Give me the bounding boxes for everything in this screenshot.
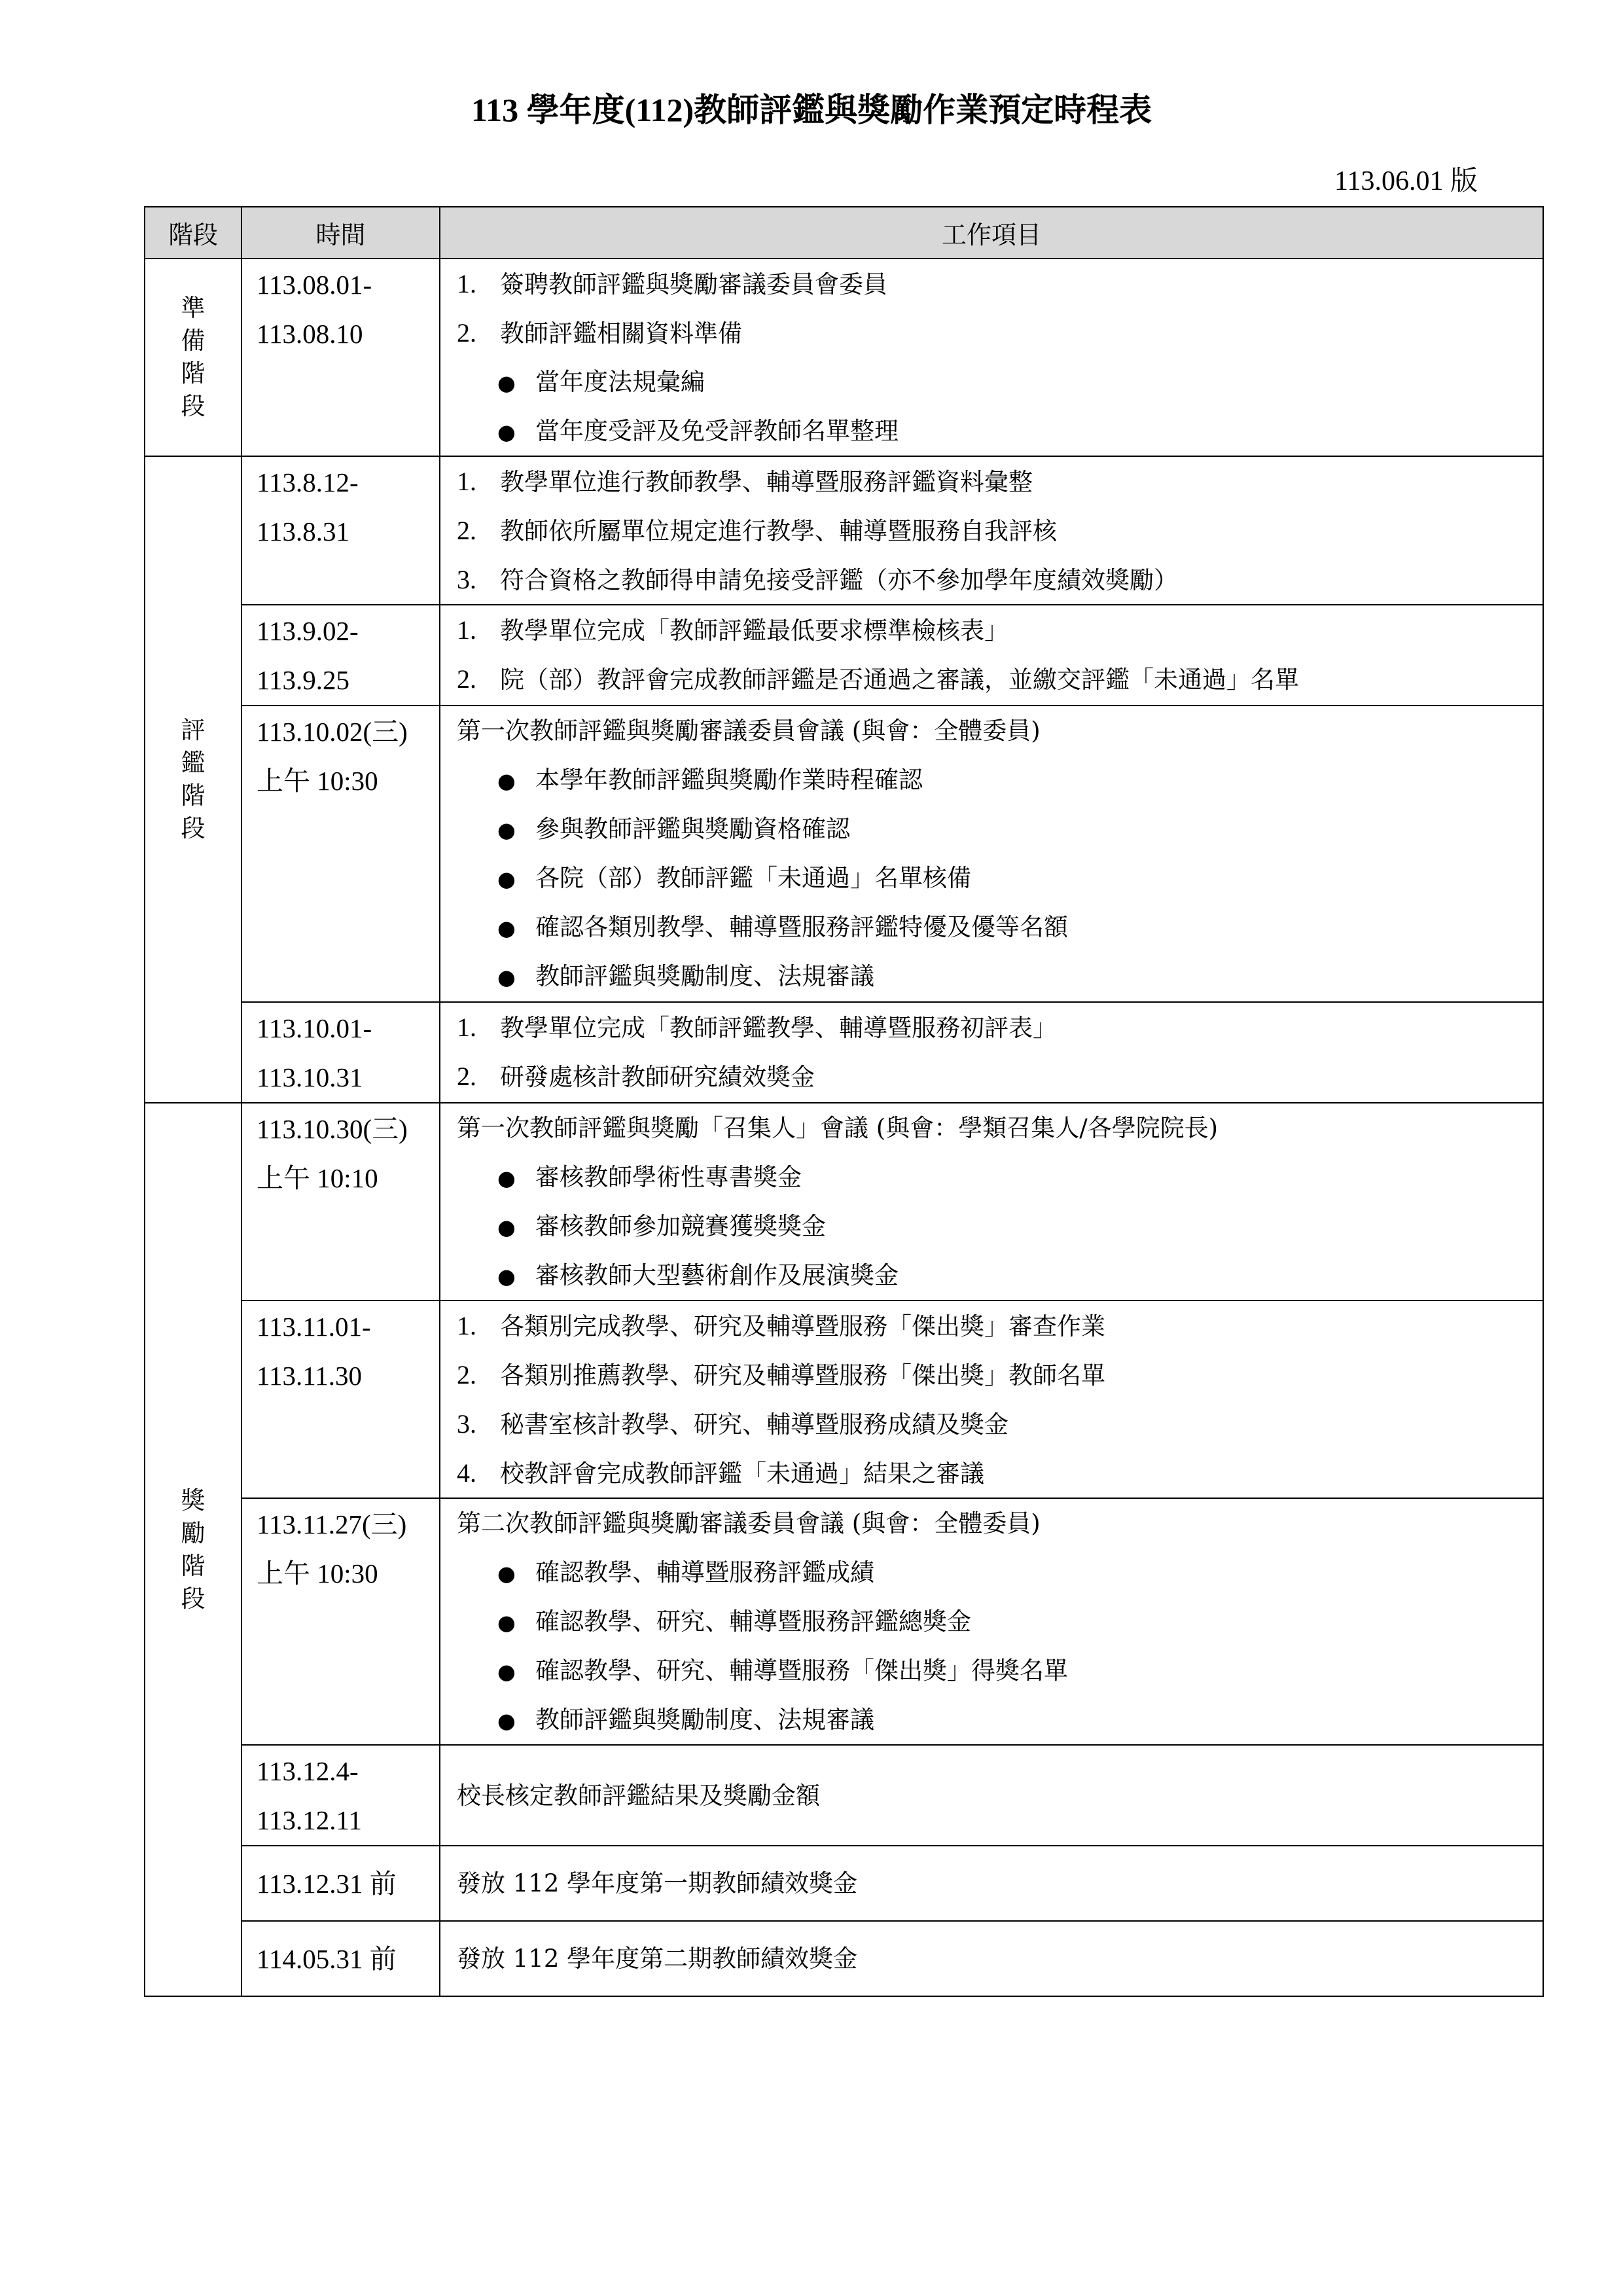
table-row [145, 1300, 1543, 1498]
numbered-item [457, 1301, 1543, 1350]
item-text: 教師評鑑相關資料準備 [500, 319, 742, 348]
time-text: 113.10.30(三) [257, 1114, 408, 1144]
bullet-icon: ● [497, 1610, 516, 1635]
stage-cell-award: 獎 勵 階 段 [145, 1103, 241, 1996]
version-label: 113.06.01 版 [1334, 166, 1478, 196]
item-text: 確認教學、研究、輔導暨服務「傑出獎」得獎名單 [535, 1657, 1068, 1685]
item-number: 2. [457, 664, 476, 694]
item-text: 確認教學、輔導暨服務評鑑成績 [535, 1558, 874, 1587]
item-text: 第二次教師評鑑與獎勵審議委員會議 (與會：全體委員) [457, 1509, 1041, 1537]
item-number: 2. [457, 516, 476, 545]
time-cell [241, 1002, 440, 1103]
item-text: 教師評鑑與獎勵制度、法規審議 [535, 1706, 874, 1734]
time-text: 113.08.01- [257, 270, 372, 300]
item-text: 教學單位完成「教師評鑑最低要求標準檢核表」 [500, 617, 1008, 645]
time-cell [241, 259, 440, 456]
time-text: 113.12.4- [257, 1756, 359, 1786]
time-text: 113.12.31 前 [257, 1869, 397, 1899]
item-number: 2. [457, 1360, 476, 1390]
item-text-line [457, 1103, 1543, 1153]
item-number: 2. [457, 1062, 476, 1091]
item-text: 第一次教師評鑑與獎勵審議委員會議 (與會：全體委員) [457, 717, 1041, 745]
bullet-item [457, 952, 1543, 1001]
bullet-icon: ● [497, 916, 516, 941]
item-text: 發放 112 學年度第一期教師績效獎金 [457, 1869, 858, 1897]
numbered-item [457, 506, 1543, 555]
table-row [145, 1846, 1543, 1921]
time-cell [241, 605, 440, 706]
time-text: 113.9.25 [257, 665, 349, 695]
item-text: 本學年教師評鑑與獎勵作業時程確認 [535, 766, 923, 794]
time-text: 113.11.30 [257, 1361, 362, 1391]
item-text: 秘書室核計教學、研究、輔導暨服務成績及獎金 [500, 1410, 1008, 1439]
bullet-icon: ● [497, 768, 516, 793]
bullet-icon: ● [497, 420, 516, 444]
bullet-item [457, 1153, 1543, 1202]
time-text: 113.11.01- [257, 1312, 371, 1342]
schedule-table [144, 206, 1544, 1997]
table-row [145, 1103, 1543, 1300]
item-text: 參與教師評鑑與獎勵資格確認 [535, 815, 850, 843]
item-text-line [457, 1859, 1543, 1908]
bullet-item [457, 1646, 1543, 1695]
time-text: 114.05.31 前 [257, 1944, 397, 1974]
item-text-line [457, 706, 1543, 755]
item-text: 各院（部）教師評鑑「未通過」名單核備 [535, 864, 971, 892]
table-row [145, 706, 1543, 1002]
numbered-item [457, 1052, 1543, 1101]
item-text: 當年度受評及免受評教師名單整理 [535, 417, 899, 445]
bullet-item [457, 903, 1543, 952]
work-items-cell [440, 456, 1543, 605]
work-items-cell [440, 1103, 1543, 1300]
item-number: 2. [457, 318, 476, 348]
time-cell [241, 1846, 440, 1921]
work-items-cell [440, 1002, 1543, 1103]
item-number: 4. [457, 1458, 476, 1488]
table-row [145, 456, 1543, 605]
time-text: 上午 10:30 [257, 1558, 378, 1588]
bullet-icon: ● [497, 1166, 516, 1191]
numbered-item [457, 457, 1543, 506]
item-number: 3. [457, 1409, 476, 1439]
numbered-item [457, 605, 1543, 655]
bullet-icon: ● [497, 817, 516, 842]
header-work-items: 工作項目 [440, 207, 1543, 259]
time-text: 113.8.31 [257, 516, 349, 547]
bullet-icon: ● [497, 867, 516, 891]
bullet-item [457, 1548, 1543, 1597]
work-items-cell [440, 706, 1543, 1002]
time-text: 上午 10:30 [257, 766, 378, 796]
bullet-item [457, 1695, 1543, 1744]
table-row [145, 259, 1543, 456]
item-text: 校長核定教師評鑑結果及獎勵金額 [457, 1781, 820, 1810]
work-items-cell [440, 259, 1543, 456]
item-text-line [457, 1771, 1543, 1820]
bullet-item [457, 406, 1543, 456]
table-row [145, 1002, 1543, 1103]
table-row [145, 1745, 1543, 1846]
time-cell [241, 1498, 440, 1745]
time-text: 上午 10:10 [257, 1163, 378, 1193]
item-number: 1. [457, 1013, 476, 1042]
item-text: 第一次教師評鑑與獎勵「召集人」會議 (與會：學類召集人/各學院院長) [457, 1114, 1219, 1142]
bullet-item [457, 755, 1543, 804]
item-text: 校教評會完成教師評鑑「未通過」結果之審議 [500, 1460, 984, 1488]
item-text: 發放 112 學年度第二期教師績效獎金 [457, 1945, 858, 1973]
time-text: 113.11.27(三) [257, 1509, 407, 1539]
item-text: 院（部）教評會完成教師評鑑是否通過之審議，並繳交評鑑「未通過」名單 [500, 666, 1299, 694]
time-text: 113.8.12- [257, 467, 359, 497]
bullet-icon: ● [497, 1708, 516, 1733]
bullet-icon: ● [497, 1264, 516, 1289]
time-cell [241, 1300, 440, 1498]
bullet-icon: ● [497, 965, 516, 990]
item-text-line [457, 1499, 1543, 1548]
numbered-item [457, 1350, 1543, 1399]
time-text: 113.10.01- [257, 1013, 372, 1043]
bullet-item [457, 357, 1543, 406]
work-items-cell [440, 1300, 1543, 1498]
bullet-icon: ● [497, 1215, 516, 1240]
item-text: 各類別推薦教學、研究及輔導暨服務「傑出獎」教師名單 [500, 1361, 1105, 1390]
time-cell [241, 456, 440, 605]
work-items-cell [440, 605, 1543, 706]
time-text: 113.12.11 [257, 1805, 362, 1835]
document-title: 113 學年度(112)教師評鑑與獎勵作業預定時程表 [471, 92, 1152, 128]
time-text: 113.10.31 [257, 1062, 363, 1092]
bullet-icon: ● [497, 1561, 516, 1586]
item-number: 1. [457, 1311, 476, 1340]
item-text: 審核教師學術性專書獎金 [535, 1163, 802, 1191]
table-header-row [145, 207, 1543, 259]
item-number: 1. [457, 467, 476, 496]
time-cell [241, 1921, 440, 1996]
work-items-cell [440, 1846, 1543, 1921]
numbered-item [457, 1448, 1543, 1498]
bullet-item [457, 804, 1543, 853]
bullet-icon: ● [497, 1659, 516, 1684]
item-text: 教學單位完成「教師評鑑教學、輔導暨服務初評表」 [500, 1014, 1057, 1042]
item-number: 1. [457, 269, 476, 298]
stage-cell-prep: 準 備 階 段 [145, 259, 241, 456]
numbered-item [457, 308, 1543, 357]
work-items-cell [440, 1745, 1543, 1846]
table-row [145, 1921, 1543, 1996]
numbered-item [457, 1003, 1543, 1052]
item-text: 教學單位進行教師教學、輔導暨服務評鑑資料彙整 [500, 468, 1033, 496]
stage-cell-eval: 評 鑑 階 段 [145, 456, 241, 1103]
table-row [145, 1498, 1543, 1745]
bullet-item [457, 853, 1543, 903]
table-row [145, 605, 1543, 706]
bullet-icon: ● [497, 370, 516, 395]
numbered-item [457, 655, 1543, 704]
time-cell [241, 706, 440, 1002]
time-cell [241, 1745, 440, 1846]
bullet-item [457, 1251, 1543, 1300]
header-time: 時間 [241, 207, 440, 259]
item-text: 簽聘教師評鑑與獎勵審議委員會委員 [500, 270, 887, 298]
item-text: 審核教師參加競賽獲獎獎金 [535, 1212, 826, 1240]
bullet-item [457, 1597, 1543, 1646]
time-text: 113.9.02- [257, 616, 359, 646]
numbered-item [457, 1399, 1543, 1448]
item-text: 各類別完成教學、研究及輔導暨服務「傑出獎」審查作業 [500, 1312, 1105, 1340]
item-text: 教師依所屬單位規定進行教學、輔導暨服務自我評核 [500, 517, 1057, 545]
time-text: 113.10.02(三) [257, 717, 408, 747]
item-text: 確認各類別教學、輔導暨服務評鑑特優及優等名額 [535, 913, 1068, 941]
numbered-item [457, 555, 1543, 604]
header-stage: 階段 [145, 207, 241, 259]
bullet-item [457, 1202, 1543, 1251]
work-items-cell [440, 1498, 1543, 1745]
item-text: 教師評鑑與獎勵制度、法規審議 [535, 962, 874, 990]
time-cell [241, 1103, 440, 1300]
numbered-item [457, 259, 1543, 308]
item-text: 確認教學、研究、輔導暨服務評鑑總獎金 [535, 1607, 971, 1636]
time-text: 113.08.10 [257, 319, 363, 349]
item-text: 審核教師大型藝術創作及展演獎金 [535, 1261, 899, 1289]
item-text-line [457, 1934, 1543, 1983]
item-text: 當年度法規彙編 [535, 368, 705, 396]
work-items-cell [440, 1921, 1543, 1996]
item-number: 3. [457, 565, 476, 594]
item-text: 符合資格之教師得申請免接受評鑑（亦不參加學年度績效獎勵） [500, 566, 1178, 594]
item-text: 研發處核計教師研究績效獎金 [500, 1063, 815, 1091]
item-number: 1. [457, 615, 476, 645]
